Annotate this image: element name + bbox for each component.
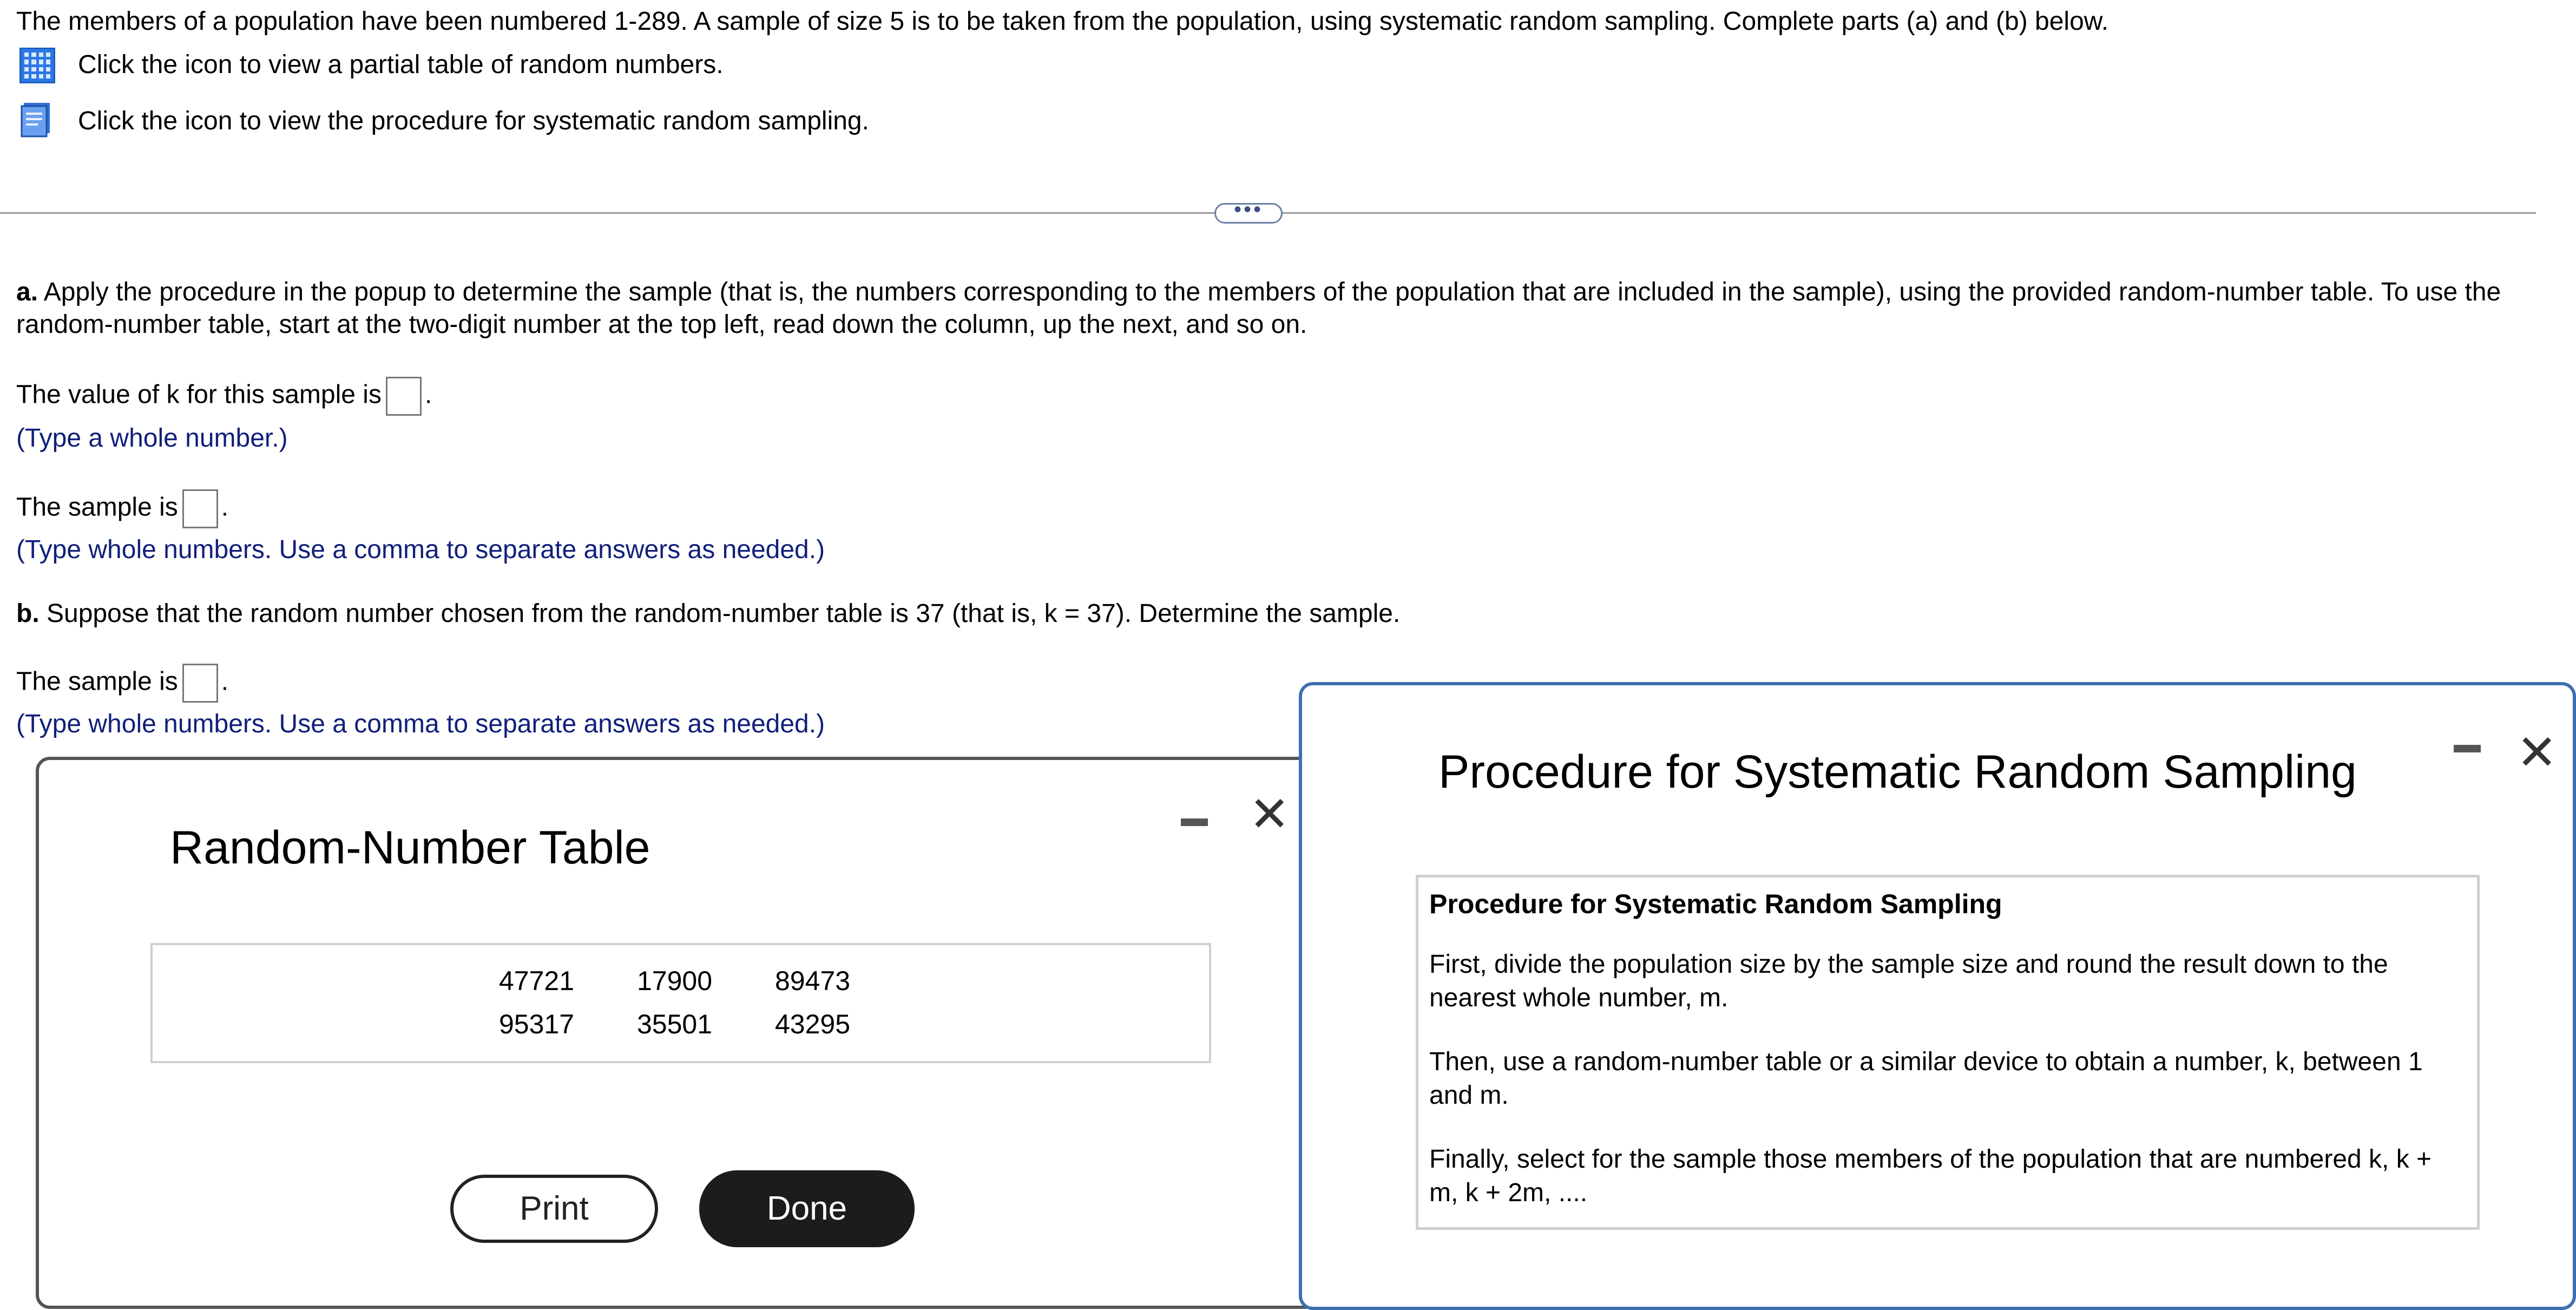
table-row [499, 959, 913, 1003]
procedure-box [1416, 875, 2480, 1230]
procedure-dialog [1299, 682, 2576, 1310]
sample-b-prompt: The sample is [16, 667, 178, 696]
minimize-icon[interactable] [1181, 818, 1208, 826]
done-button[interactable]: Done [699, 1170, 915, 1247]
sample-a-prompt: The sample is [16, 493, 178, 522]
k-prompt-row [16, 377, 432, 416]
k-hint: (Type a whole number.) [16, 424, 288, 453]
random-number-table-dialog [36, 757, 1318, 1309]
procedure-box-heading: Procedure for Systematic Random Sampling [1429, 889, 2002, 919]
close-icon[interactable]: ✕ [2516, 726, 2558, 780]
procedure-dialog-title: Procedure for Systematic Random Sampling [1438, 746, 2357, 798]
procedure-step-1: First, divide the population size by the sample size and round the result down to the nearest whole number, m. [1429, 950, 2388, 1012]
table-cell: 35501 [637, 1009, 713, 1039]
random-number-table [150, 943, 1211, 1063]
sample-b-input[interactable] [182, 664, 218, 703]
table-cell: 89473 [775, 966, 851, 996]
close-icon[interactable]: ✕ [1249, 788, 1290, 842]
random-table-title: Random-Number Table [170, 822, 650, 874]
sample-b-hint: (Type whole numbers. Use a comma to separate answers as needed.) [16, 710, 825, 738]
table-row [499, 1003, 913, 1046]
sample-a-row [16, 489, 228, 528]
question-text: The members of a population have been numbered 1-289. A sample of size 5 is to be taken from the population, using systematic random sampling. Complete parts (a) and (b) below. [16, 7, 2109, 36]
random-number-grid [499, 959, 913, 1046]
part-b-text: Suppose that the random number chosen from the random-number table is 37 (that is, k = 37). Determine the sample. [47, 599, 1401, 628]
expand-more-button[interactable]: ••• [1214, 203, 1283, 224]
table-cell: 95317 [499, 1009, 575, 1039]
part-b-instructions [16, 598, 1400, 630]
k-period: . [424, 380, 432, 409]
minimize-icon[interactable] [2454, 745, 2481, 752]
table-cell: 17900 [637, 966, 713, 996]
table-grid-icon[interactable] [19, 48, 55, 83]
part-b-letter: b. [16, 599, 40, 628]
part-a-letter: a. [16, 278, 38, 306]
table-cell: 43295 [775, 1009, 851, 1039]
sample-b-period: . [221, 667, 229, 696]
part-a-instructions [16, 276, 2516, 341]
sample-a-period: . [221, 493, 229, 522]
book-icon[interactable] [18, 101, 54, 141]
procedure-step-3: Finally, select for the sample those members of the population that are numbered k, k + m, k + 2m, .... [1429, 1145, 2432, 1207]
sample-a-input[interactable] [182, 489, 218, 528]
part-a-text: Apply the procedure in the popup to determine the sample (that is, the numbers corresponding to the members of the population that are included in the sample), using the provided random-number table. To use the random-number table, start at the two-digit number at the top left, read down the column, up the next, and so on. [16, 278, 2501, 339]
procedure-link-text: Click the icon to view the procedure for systematic random sampling. [78, 107, 869, 135]
sample-a-hint: (Type whole numbers. Use a comma to separate answers as needed.) [16, 535, 825, 564]
table-cell: 47721 [499, 966, 575, 996]
k-answer-input[interactable] [386, 377, 422, 416]
k-prompt: The value of k for this sample is [16, 380, 382, 409]
procedure-step-2: Then, use a random-number table or a similar device to obtain a number, k, between 1 and m. [1429, 1047, 2423, 1110]
sample-b-row [16, 664, 228, 703]
print-button[interactable]: Print [450, 1175, 658, 1243]
table-link-text: Click the icon to view a partial table of random numbers. [78, 50, 724, 79]
